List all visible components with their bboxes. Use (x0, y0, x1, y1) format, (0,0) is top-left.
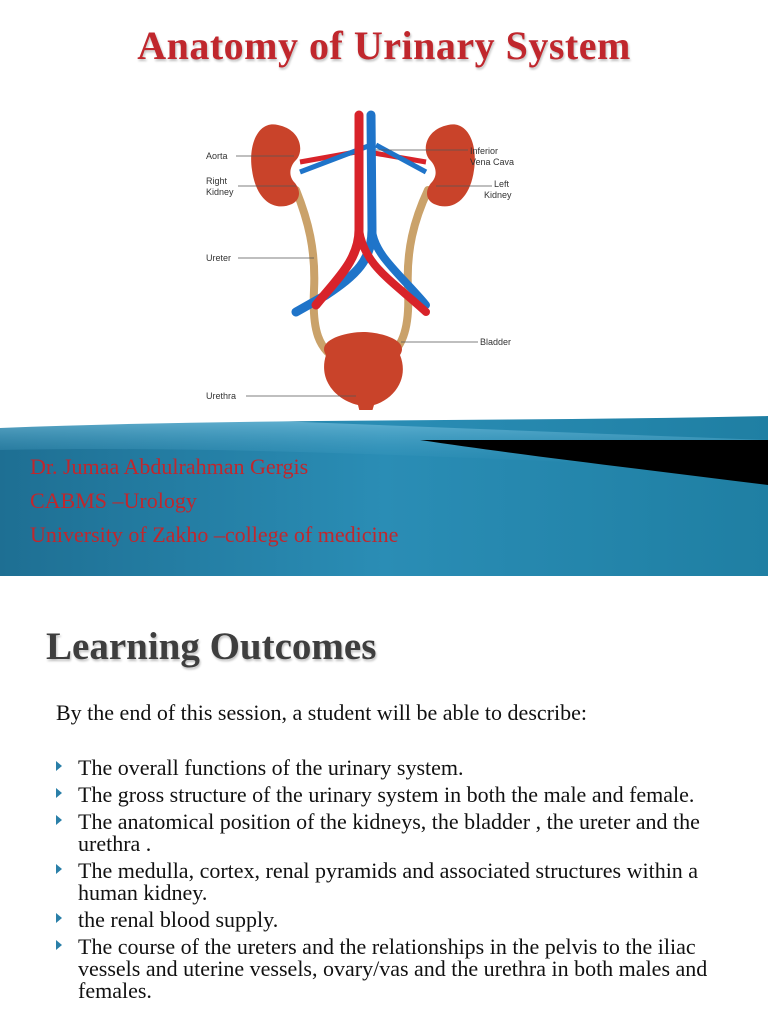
triangle-bullet-icon (56, 864, 62, 874)
label-aorta: Aorta (206, 151, 228, 161)
list-item: The gross structure of the urinary system in both the male and female. (56, 784, 746, 806)
urinary-system-diagram (196, 100, 536, 430)
outcomes-list (56, 757, 746, 1007)
presenter-affiliation: University of Zakho –college of medicine (30, 522, 399, 547)
right-kidney (251, 124, 300, 206)
list-item: The course of the ureters and the relationships in the pelvis to the iliac vessels and uterine vessels, ovary/vas and the urethra in both males and females. (56, 936, 746, 1002)
slide-learning-outcomes (0, 576, 768, 1024)
intro-text: By the end of this session, a student will be able to describe: (56, 700, 587, 725)
label-ureter: Ureter (206, 253, 232, 263)
label-right-kidney-1: Right (206, 176, 228, 186)
label-bladder: Bladder (480, 337, 512, 347)
presenter-name: Dr. Jumaa Abdulrahman Gergis (30, 454, 309, 479)
label-left-kidney-2: Kidney (484, 190, 512, 200)
learning-outcomes-heading: Learning Outcomes (46, 625, 377, 668)
right-ureter (296, 190, 341, 362)
label-left-kidney-1: Left (494, 179, 510, 189)
left-kidney (426, 124, 475, 206)
list-item: The medulla, cortex, renal pyramids and associated structures within a human kidney. (56, 860, 746, 904)
label-ivc-1: Inferior (470, 146, 499, 156)
list-item: The anatomical position of the kidneys, the bladder , the ureter and the urethra . (56, 811, 746, 855)
label-ivc-2: Vena Cava (470, 157, 515, 167)
triangle-bullet-icon (56, 815, 62, 825)
label-right-kidney-2: Kidney (206, 187, 234, 197)
triangle-bullet-icon (56, 788, 62, 798)
label-urethra: Urethra (206, 391, 237, 401)
triangle-bullet-icon (56, 913, 62, 923)
triangle-bullet-icon (56, 761, 62, 771)
slide-title-heading: Anatomy of Urinary System (137, 23, 631, 68)
presenter-credential: CABMS –Urology (30, 488, 197, 513)
list-item: the renal blood supply. (56, 909, 746, 931)
triangle-bullet-icon (56, 940, 62, 950)
presenter-info (30, 450, 398, 552)
list-item: The overall functions of the urinary system. (56, 757, 746, 779)
